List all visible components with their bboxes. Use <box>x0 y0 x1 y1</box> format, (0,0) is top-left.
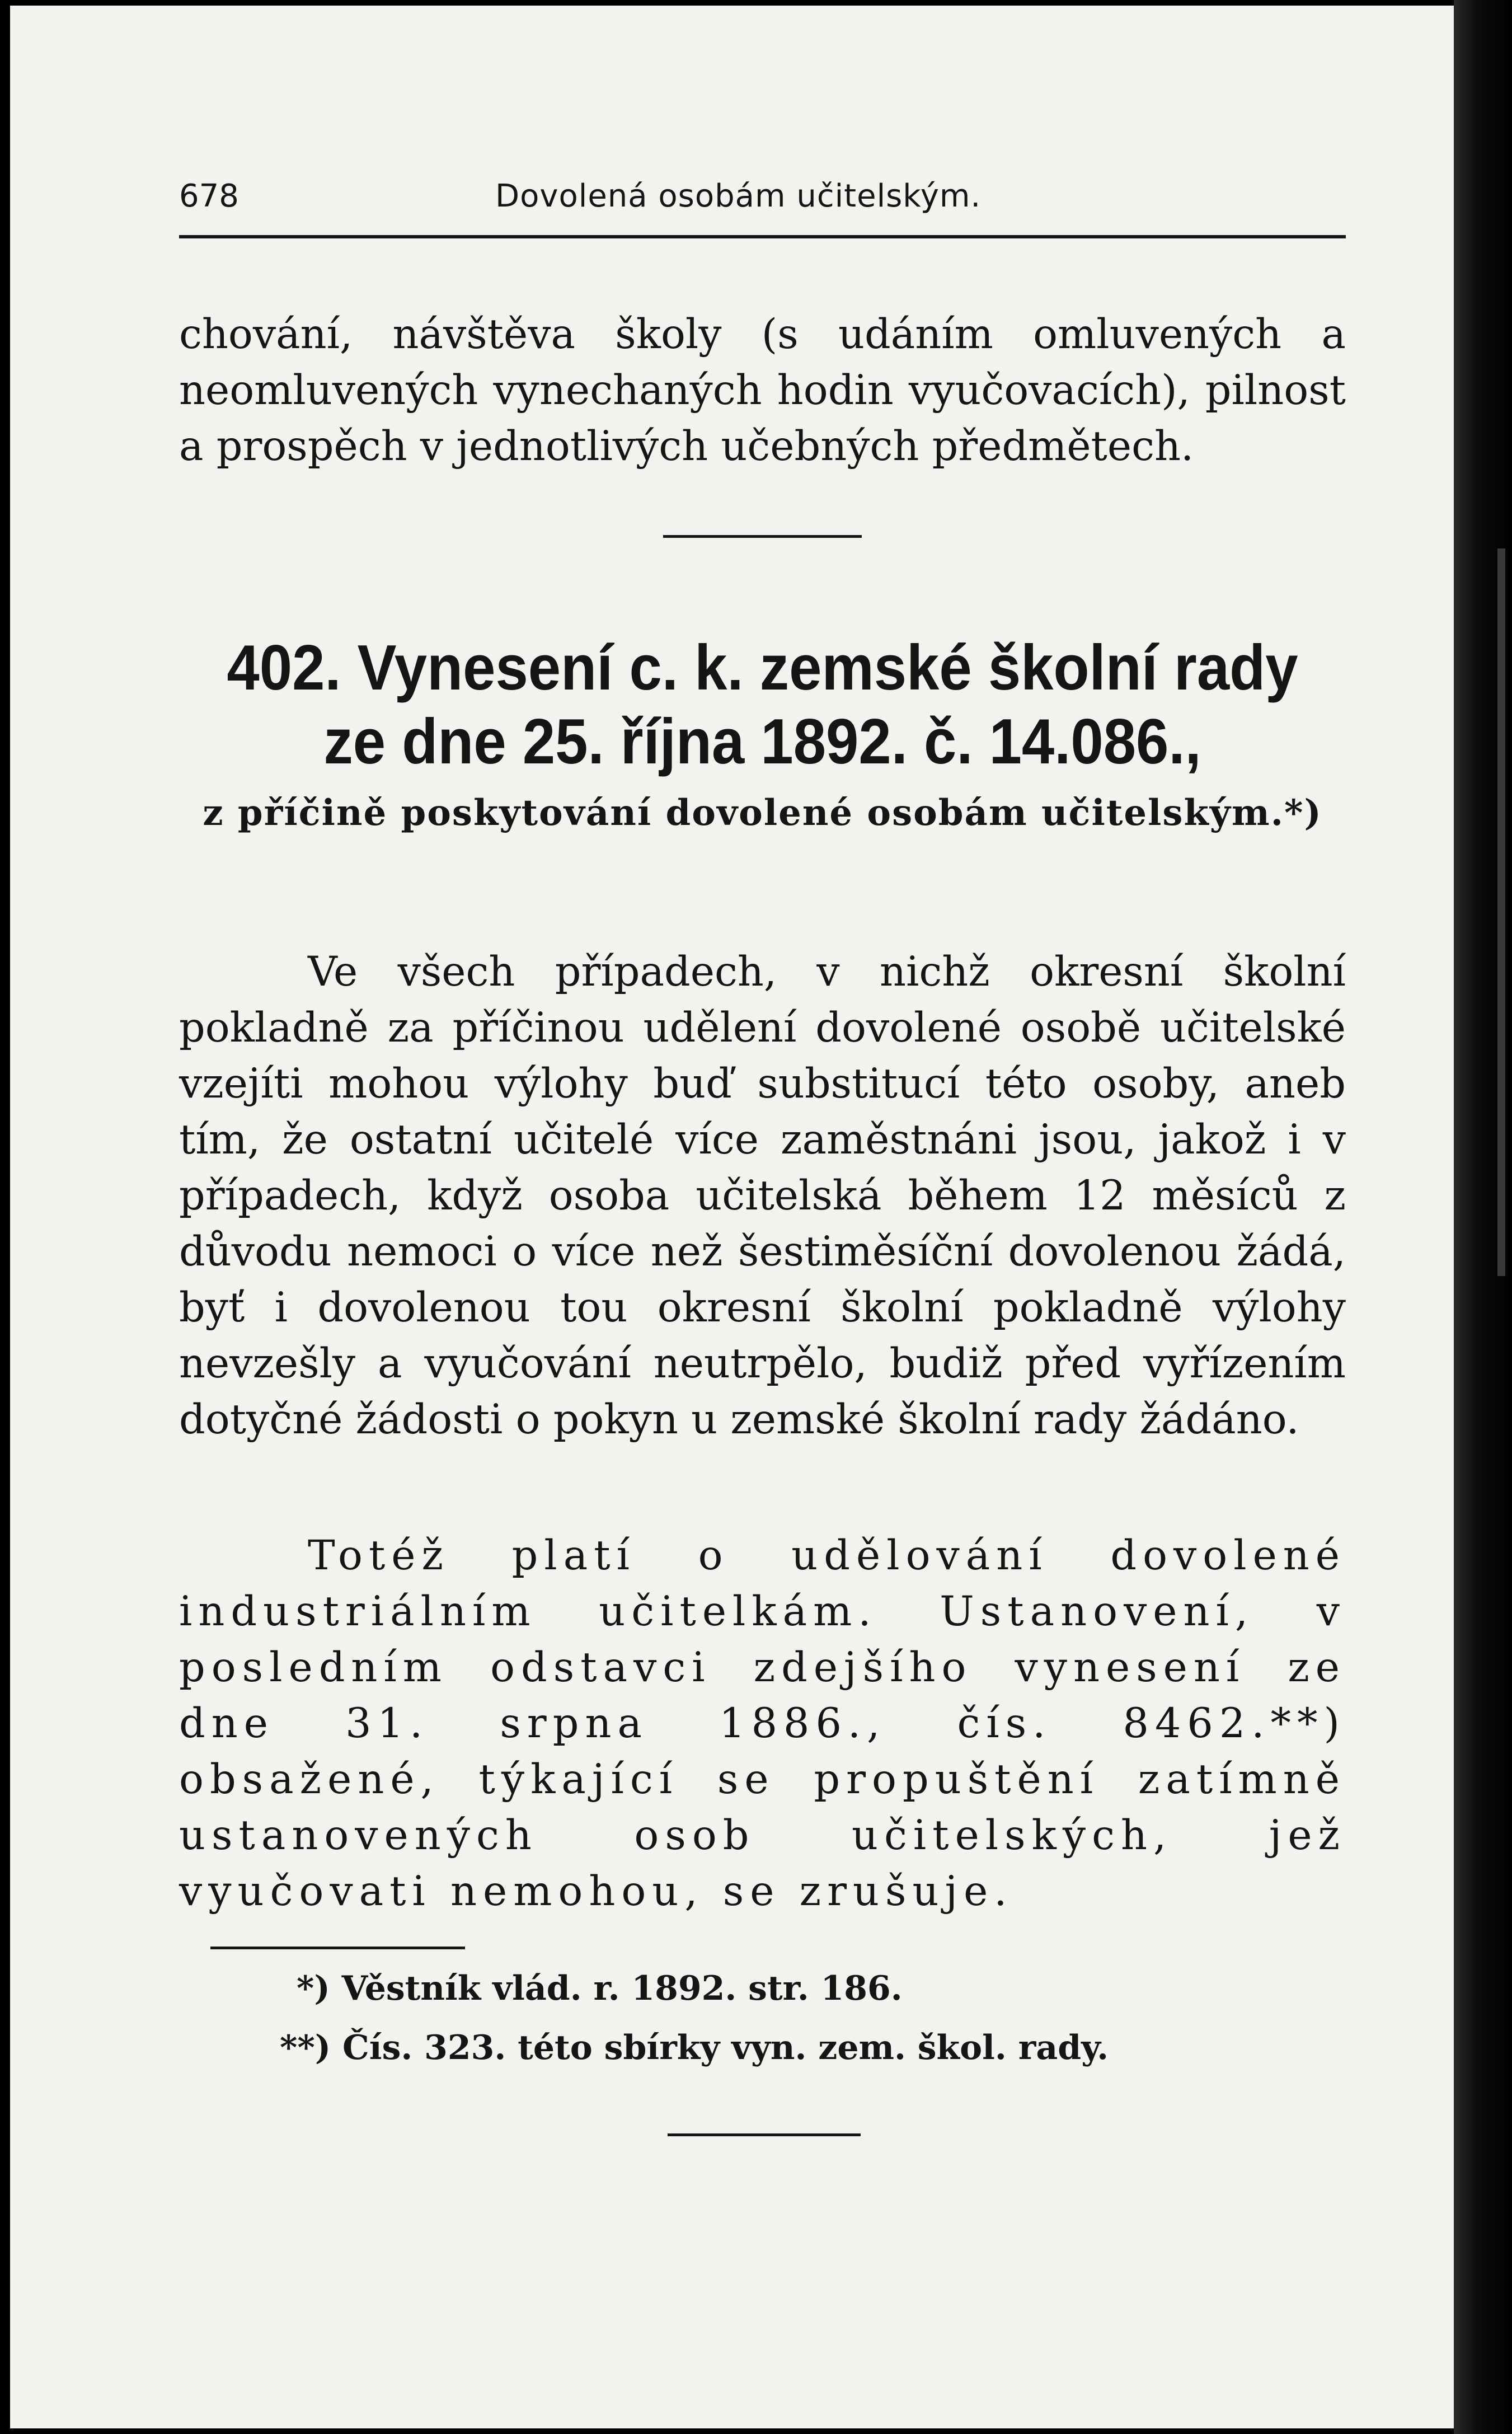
page-number: 678 <box>179 178 239 214</box>
footnote-rule <box>210 1947 465 1949</box>
paragraph-main: Ve všech případech, v nichž okresní školní pokladně za příčinou udělení dovolené osobě učitelské vzejíti mohou výlohy buď substitucí této osoby, aneb tím, že ostatní učitelé více zaměstnáni jsou, jakož i v případech, když osoba učitelská během 12 měsíců z důvodu nemoci o více než šestiměsíční dovolenou žádá, byť i dovolenou tou okresní školní pokladně výlohy nevzešly a vyučování neutrpělo, budiž před vyřízením dotyčné žádosti o pokyn u zemské školní rady žádáno. <box>179 948 1346 1443</box>
end-rule <box>668 2133 861 2136</box>
paragraph-spaced: Totéž platí o udělování dovolené industriálním učitelkám. Ustanovení, v posledním odstavci zdejšího vynesení ze dne 31. srpna 1886., čís. 8462.**) obsažené, týkající se propuštění zatímně ustanovených osob učitelských, jež vyučovati nemohou, se zrušuje. <box>179 1532 1346 1915</box>
footnote-1: *) Věstník vlád. r. 1892. str. 186. <box>297 1969 903 2008</box>
header-rule <box>179 235 1346 238</box>
heading-line-2: ze dne 25. října 1892. č. 14.086., <box>323 706 1201 777</box>
paragraph-continuation: chování, návštěva školy (s udáním omluvených a neomluvených vynechaných hodin vyučovacích), pilnost a prospěch v jednotlivých učebných předmětech. <box>179 311 1346 470</box>
heading-line-1: 402. Vynesení c. k. zemské školní rady <box>227 632 1298 704</box>
footnote-2: **) Čís. 323. této sbírky vyn. zem. škol. rady. <box>280 2028 1109 2067</box>
section-heading <box>226 631 1299 779</box>
footnotes <box>179 1959 1346 2077</box>
section-divider <box>663 535 862 538</box>
page-edge-mark <box>1497 548 1505 1276</box>
running-title: Dovolená osobám učitelským. <box>495 178 982 214</box>
section-subtitle: z příčině poskytování dovolené osobám učitelským.*) <box>203 792 1322 834</box>
page-header <box>179 178 1346 234</box>
